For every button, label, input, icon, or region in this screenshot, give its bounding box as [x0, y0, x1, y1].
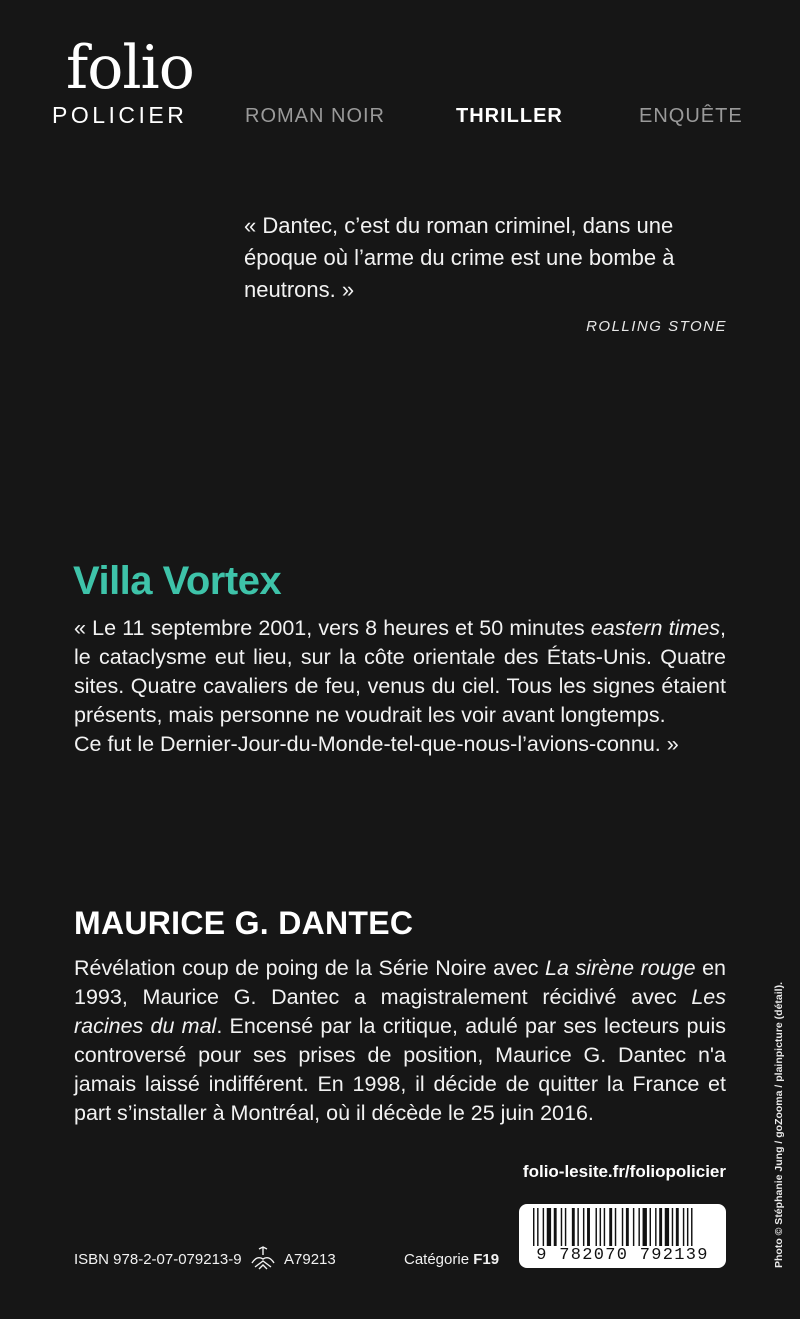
- product-code: A79213: [284, 1251, 336, 1268]
- barcode-bar: [665, 1208, 669, 1246]
- barcode-bar: [596, 1208, 597, 1246]
- barcode-bar: [672, 1208, 673, 1246]
- barcode-digits: 9 782070 792139: [536, 1246, 709, 1265]
- barcode-bar: [676, 1208, 679, 1246]
- press-quote: « Dantec, c’est du roman criminel, dans une époque où l’arme du crime est une bombe à neutrons. »: [244, 213, 675, 302]
- author-name: MAURICE G. DANTEC: [74, 905, 414, 941]
- barcode-bar: [643, 1208, 647, 1246]
- blurb-closing-line: Ce fut le Dernier-Jour-du-Monde-tel-que-nous-l’avions-connu. »: [74, 732, 679, 756]
- barcode-bar: [626, 1208, 629, 1246]
- blurb-paragraph: « Le 11 septembre 2001, vers 8 heures et 50 minutes eastern times, le cataclysme eut lieu, sur la côte orientale des États-Unis. Quatre sites. Quatre cavaliers de feu, venus du ciel. Tous les signes étaient présents, mais personne ne voudrait les voir avant longtemps.: [74, 616, 726, 727]
- barcode-bar: [638, 1208, 639, 1246]
- barcode-bar: [587, 1208, 590, 1246]
- genre-roman-noir: ROMAN NOIR: [245, 105, 385, 127]
- author-bio: Révélation coup de poing de la Série Noire avec La sirène rouge en 1993, Maurice G. Dantec a magistralement récidivé avec Les racines du mal. Encensé par la critique, adulé par ses lecteurs puis controversé pour ses prises de position, Maurice G. Dantec n'a jamais laissé indifférent. En 1998, il décide de quitter la France et part s’installer à Montréal, où il décède le 25 juin 2016.: [74, 956, 726, 1125]
- book-title: Villa Vortex: [73, 559, 282, 603]
- barcode-bar: [622, 1208, 623, 1246]
- barcode-bar: [583, 1208, 584, 1246]
- barcode-bar: [691, 1208, 692, 1246]
- barcode-bar: [543, 1208, 544, 1246]
- photo-credit: Photo © Stéphanie Jung / goZooma / plainpicture (détail).: [773, 982, 785, 1268]
- barcode-bar: [533, 1208, 534, 1246]
- barcode-bar: [683, 1208, 684, 1246]
- barcode-bar: [547, 1208, 551, 1246]
- barcode-bar: [615, 1208, 616, 1246]
- barcode-bar: [604, 1208, 605, 1246]
- isbn: ISBN 978-2-07-079213-9: [74, 1251, 242, 1268]
- barcode-bar: [633, 1208, 634, 1246]
- quote-source: ROLLING STONE: [586, 318, 727, 335]
- barcode-bar: [600, 1208, 601, 1246]
- barcode-bar: [572, 1208, 575, 1246]
- barcode-bar: [655, 1208, 656, 1246]
- genre-thriller: THRILLER: [456, 105, 563, 127]
- barcode-bar: [537, 1208, 538, 1246]
- book-blurb: [74, 614, 726, 759]
- category: Catégorie F19: [404, 1251, 500, 1268]
- gallimard-mark-icon: [248, 1245, 278, 1271]
- barcode-bar: [554, 1208, 557, 1246]
- policier-label: POLICIER: [52, 102, 188, 128]
- barcode-bar: [561, 1208, 562, 1246]
- barcode-bar: [565, 1208, 566, 1246]
- barcode-bar: [659, 1208, 662, 1246]
- website-link[interactable]: folio-lesite.fr/foliopolicier: [522, 1162, 726, 1181]
- barcode-bar: [609, 1208, 612, 1246]
- barcode-bar: [687, 1208, 688, 1246]
- barcode-bar: [577, 1208, 578, 1246]
- barcode-bar: [650, 1208, 651, 1246]
- genre-enquete: ENQUÊTE: [639, 105, 743, 127]
- folio-logo: folio: [66, 33, 194, 103]
- barcode: [519, 1204, 726, 1268]
